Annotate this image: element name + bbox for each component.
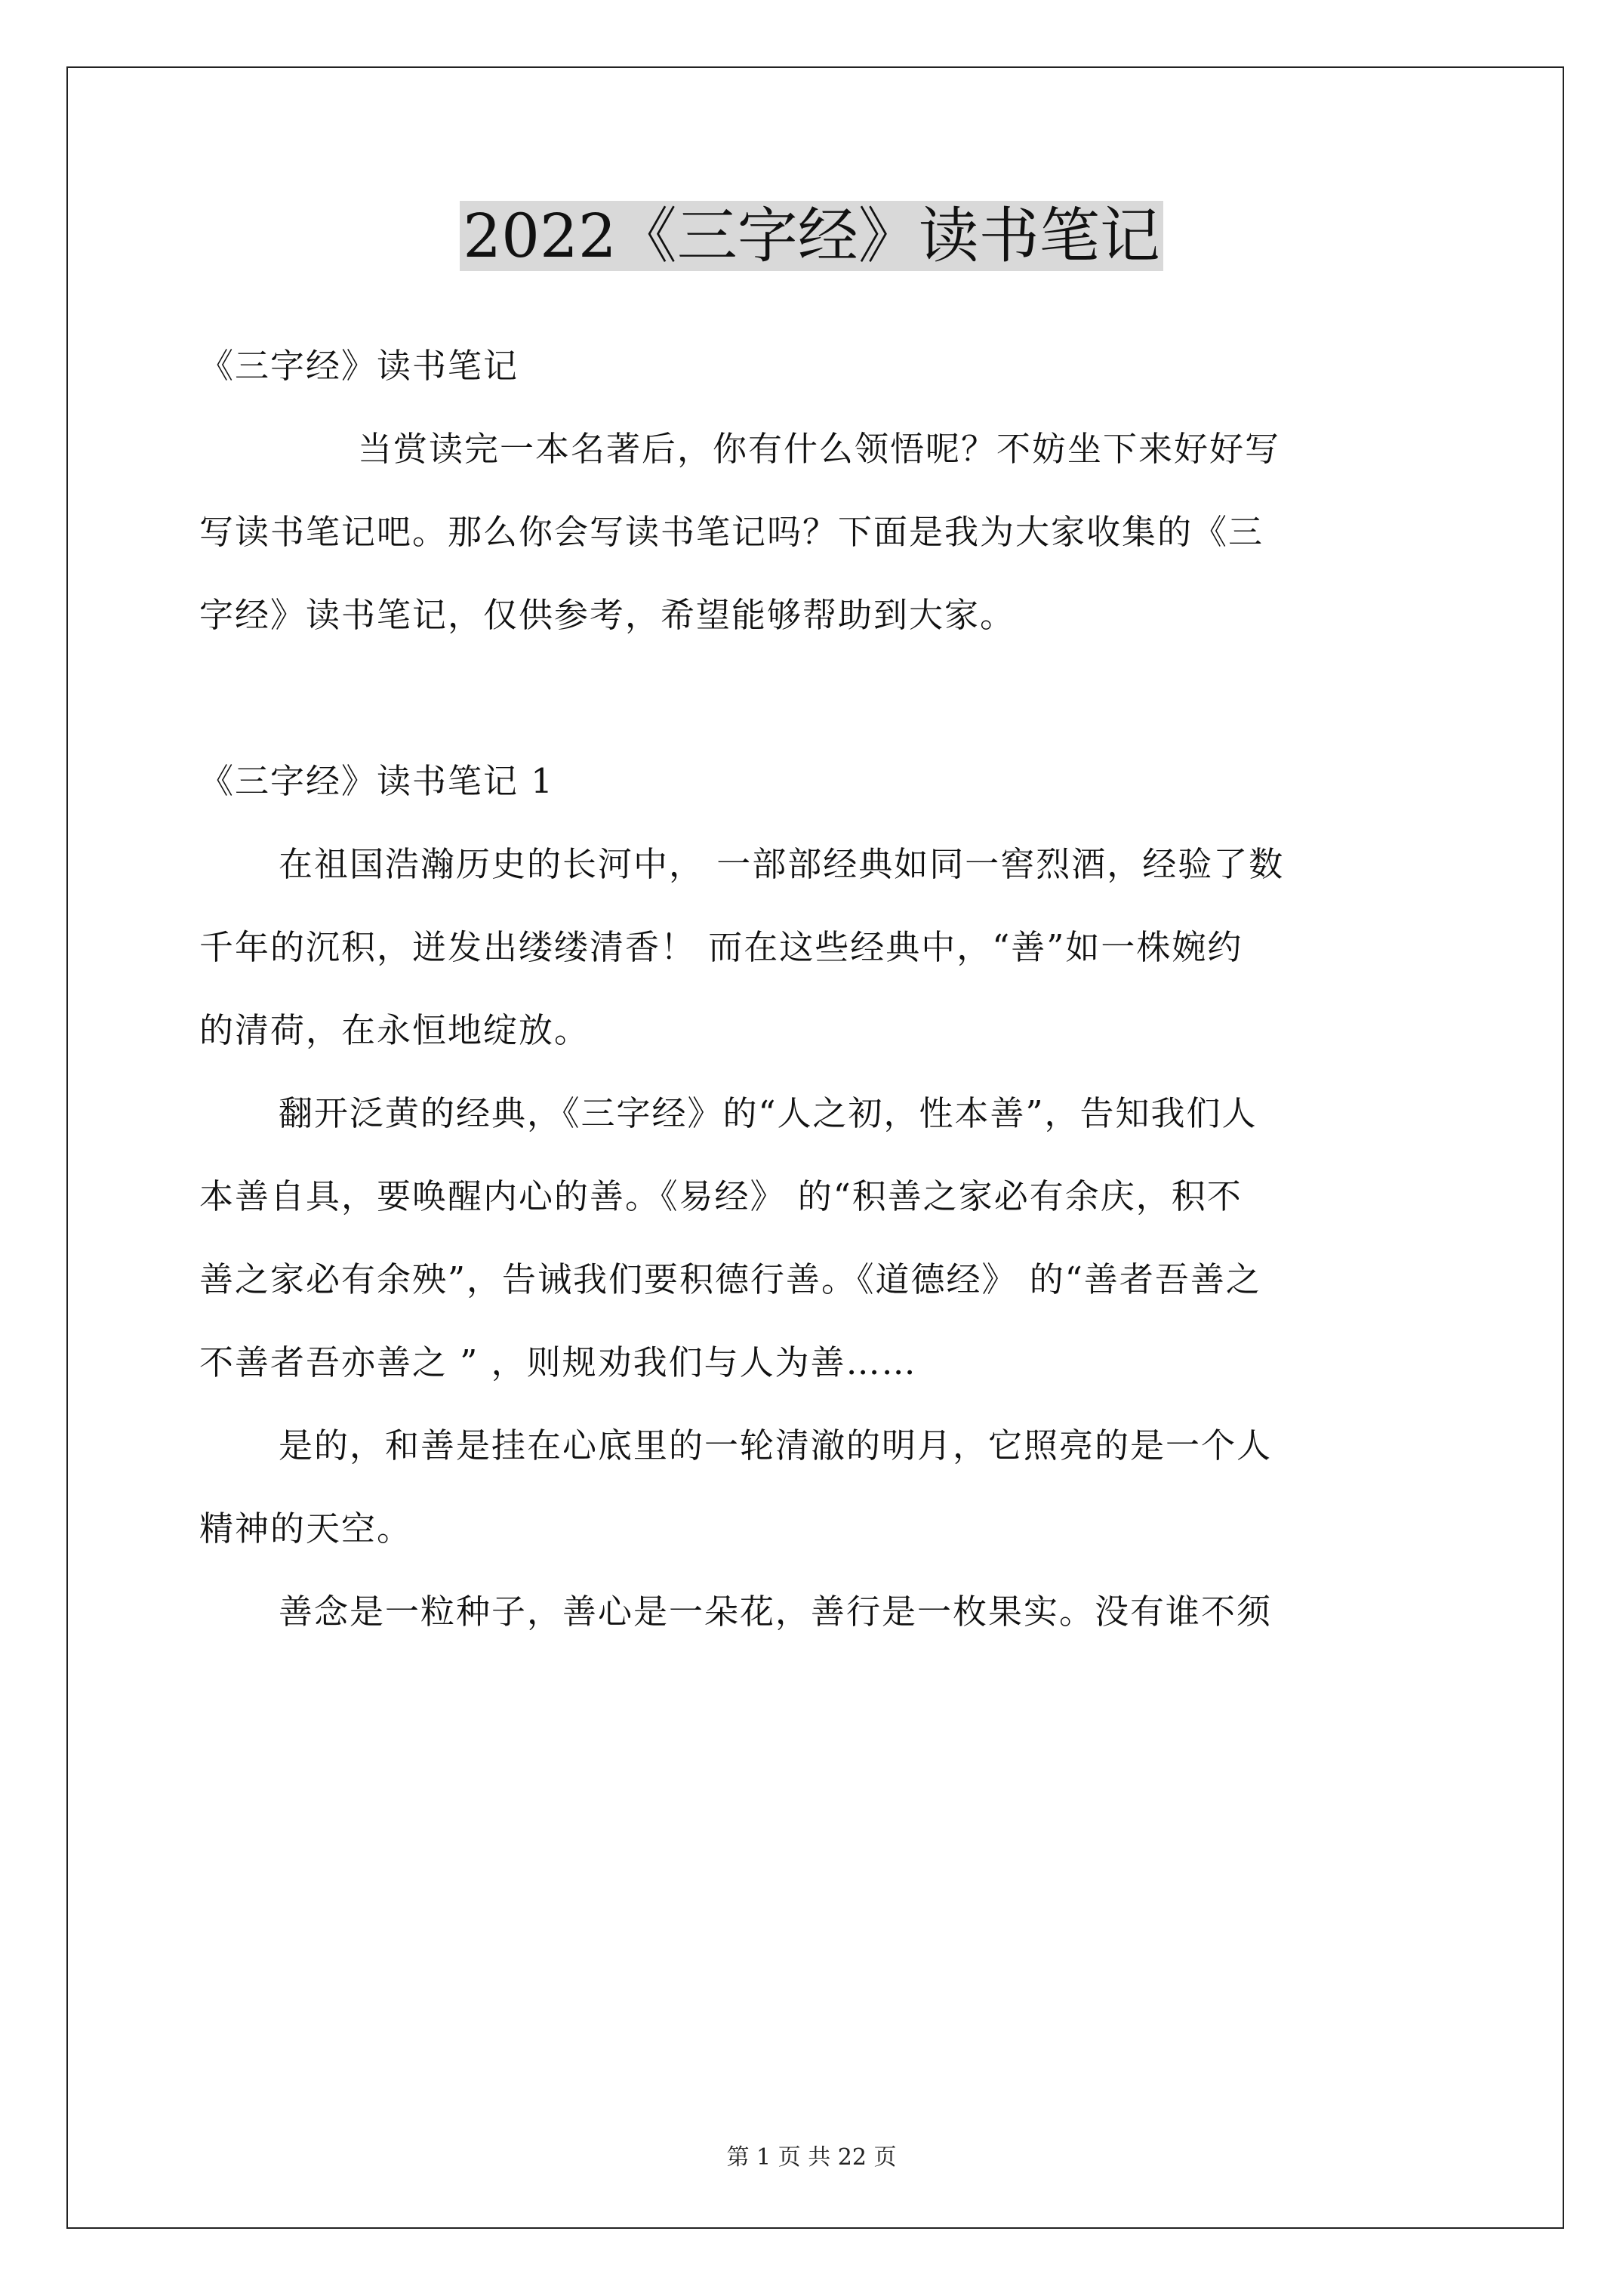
document-title-text: 2022《三字经》读书笔记 xyxy=(460,201,1163,271)
intro-line: 当赏读完一本名著后，你有什么领悟呢？不妨坐下来好好写 xyxy=(358,429,1281,469)
paragraph-line: 善念是一粒种子，善心是一朵花，善行是一枚果实。没有谁不须 xyxy=(279,1592,1273,1632)
paragraph-line: 不善者吾亦善之 ” ，则规劝我们与人为善…… xyxy=(199,1342,917,1382)
intro-line: 写读书笔记吧。那么你会写读书笔记吗？下面是我为大家收集的《三 xyxy=(199,512,1264,552)
paragraph-line: 本善自具，要唤醒内心的善。《易经》 的“积善之家必有余庆，积不 xyxy=(199,1176,1243,1216)
page-footer: 第 1 页 共 22 页 xyxy=(726,2144,897,2171)
paragraph-line: 的清荷，在永恒地绽放。 xyxy=(199,1010,590,1050)
paragraph-line: 千年的沉积，迸发出缕缕清香！ 而在这些经典中，“善”如一株婉约 xyxy=(199,927,1243,967)
document-title xyxy=(0,195,1623,278)
subtitle: 《三字经》读书笔记 xyxy=(199,346,519,386)
paragraph-line: 精神的天空。 xyxy=(199,1509,413,1549)
paragraph-line: 善之家必有余殃”，告诫我们要积德行善。《道德经》 的“善者吾善之 xyxy=(199,1259,1261,1299)
section-heading: 《三字经》读书笔记 1 xyxy=(199,761,554,801)
blank-line xyxy=(199,657,1434,740)
paragraph-line: 在祖国浩瀚历史的长河中， 一部部经典如同一窖烈酒，经验了数 xyxy=(279,844,1285,884)
intro-line: 字经》读书笔记，仅供参考，希望能够帮助到大家。 xyxy=(199,595,1016,635)
paragraph-line: 是的，和善是挂在心底里的一轮清澈的明月，它照亮的是一个人 xyxy=(279,1425,1273,1465)
paragraph-line: 翻开泛黄的经典，《三字经》的“人之初，性本善”，告知我们人 xyxy=(279,1093,1258,1133)
document-body xyxy=(199,325,1434,1653)
